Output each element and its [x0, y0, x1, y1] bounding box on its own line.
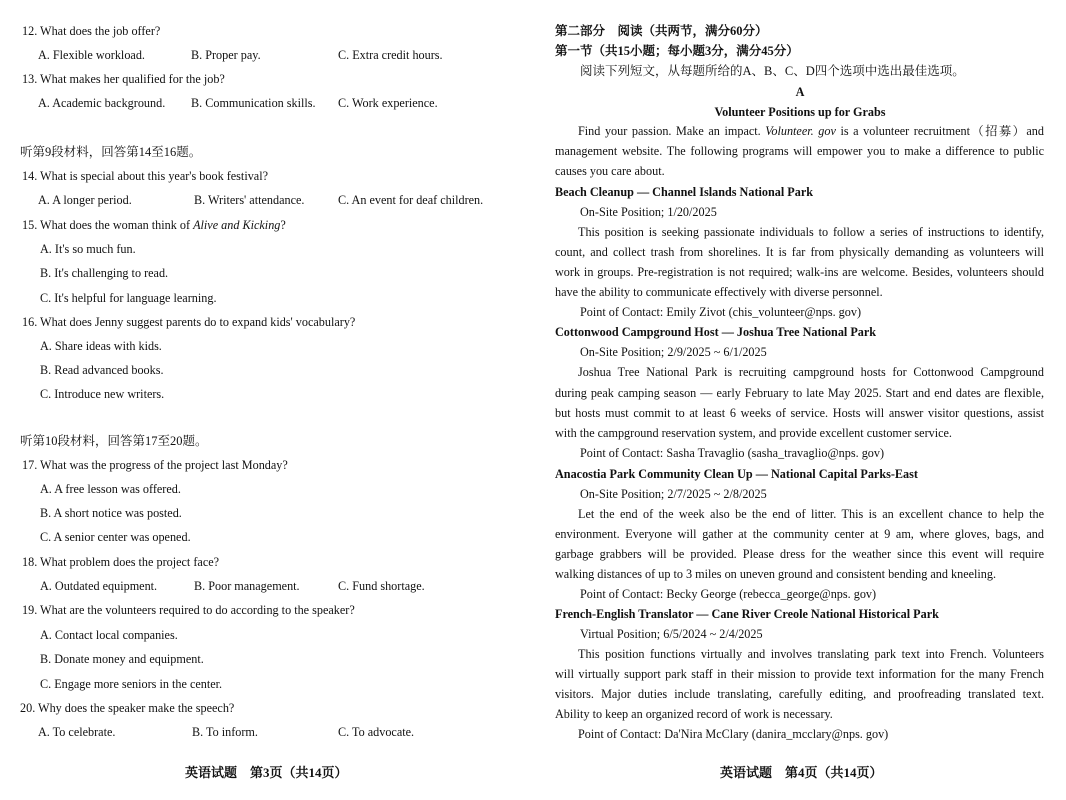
program-2-body-line: during peak camping season — early February to late May 2025. Start and end dates are flexible, — [555, 386, 1044, 400]
left-page — [0, 0, 530, 800]
program-3-contact: Point of Contact: Becky George (rebecca_george@nps. gov) — [580, 587, 877, 601]
question-13-option-a: A. Academic background. — [38, 96, 166, 110]
question-15-stem-text: 15. What does the woman think of — [22, 218, 194, 232]
page-footer-right: 英语试题 第4页（共14页） — [720, 765, 883, 780]
program-4-body-line: will virtually support park staff in their mission to provide text information for the many French — [555, 667, 1044, 681]
program-3-body-line: environment. Everyone will gather at the community center at 9 am, where gloves, bags, and — [555, 527, 1044, 541]
question-12-option-a: A. Flexible workload. — [38, 48, 145, 62]
program-3-body-line: walking distances of up to 3 miles on uneven ground and consistent bending and kneeling. — [555, 567, 997, 581]
program-2-body-line: Joshua Tree National Park is recruiting campground hosts for Cottonwood Campground — [578, 365, 1044, 379]
question-18-option-c: C. Fund shortage. — [338, 579, 425, 593]
section-1-heading: 第一节（共15小题；每小题3分，满分45分） — [555, 44, 799, 58]
question-15-stem — [22, 217, 286, 233]
program-3-body-line: garbage grabbers will be provided. Please dress for the weather since this event will require — [555, 547, 1044, 561]
intro-line-3: causes you care about. — [555, 164, 665, 178]
program-3-title: Anacostia Park Community Clean Up — National Capital Parks-East — [555, 467, 918, 481]
intro-line-1 — [578, 123, 1044, 139]
program-1-title: Beach Cleanup — Channel Islands National Park — [555, 185, 814, 199]
right-page — [530, 0, 1066, 800]
website-name: Volunteer. gov — [765, 124, 836, 138]
section-10-heading: 听第10段材料，回答第17至20题。 — [20, 434, 208, 448]
page-footer-left: 英语试题 第3页（共14页） — [185, 765, 348, 780]
program-1-body-line: work in groups. Pre-registration is not required; walk-ins are welcome. Besides, volunteers should — [555, 265, 1044, 279]
program-2-body-line: with the campground reservation system, and provide excellent customer service. — [555, 426, 952, 440]
question-20-option-a: A. To celebrate. — [38, 725, 116, 739]
program-1-contact: Point of Contact: Emily Zivot (chis_volunteer@nps. gov) — [580, 305, 862, 319]
question-17-stem: 17. What was the progress of the project last Monday? — [22, 458, 288, 472]
program-1-body-line: This position is seeking passionate individuals to follow a series of instructions to identify, — [578, 225, 1044, 239]
book-title: Alive and Kicking — [193, 218, 281, 232]
program-2-title: Cottonwood Campground Host — Joshua Tree National Park — [555, 325, 877, 339]
question-13-option-b: B. Communication skills. — [191, 96, 316, 110]
program-2-contact: Point of Contact: Sasha Travaglio (sasha_travaglio@nps. gov) — [580, 446, 885, 460]
question-20-option-c: C. To advocate. — [338, 725, 415, 739]
intro-line-2: management website. The following programs will empower you to make a difference to public — [555, 144, 1044, 158]
program-2-body-line: but hosts must commit to at least 6 weeks of service. Hosts will answer visitor questions, assist — [555, 406, 1044, 420]
question-13-stem: 13. What makes her qualified for the job? — [22, 72, 225, 86]
part-2-heading: 第二部分 阅读（共两节，满分60分） — [555, 24, 768, 38]
question-12-option-b: B. Proper pay. — [191, 48, 261, 62]
question-17-option-c: C. A senior center was opened. — [40, 530, 191, 544]
question-19-option-b: B. Donate money and equipment. — [40, 652, 204, 666]
question-19-option-c: C. Engage more seniors in the center. — [40, 677, 223, 691]
question-14-option-c: C. An event for deaf children. — [338, 193, 484, 207]
passage-title: Volunteer Positions up for Grabs — [714, 105, 886, 119]
program-3-position: On-Site Position; 2/7/2025 ~ 2/8/2025 — [580, 487, 767, 501]
program-2-position: On-Site Position; 2/9/2025 ~ 6/1/2025 — [580, 345, 767, 359]
question-16-stem: 16. What does Jenny suggest parents do to expand kids' vocabulary? — [22, 315, 356, 329]
question-14-option-a: A. A longer period. — [38, 193, 132, 207]
question-20-option-b: B. To inform. — [192, 725, 258, 739]
question-12-option-c: C. Extra credit hours. — [338, 48, 443, 62]
question-14-option-b: B. Writers' attendance. — [194, 193, 305, 207]
reading-instruction: 阅读下列短文，从每题所给的A、B、C、D四个选项中选出最佳选项。 — [580, 64, 965, 78]
program-4-contact: Point of Contact: Da'Nira McClary (danira_mcclary@nps. gov) — [578, 727, 889, 741]
program-1-body-line: count, and collect trash from shorelines. It is far from physically demanding as volunteers will — [555, 245, 1044, 259]
question-20-stem: 20. Why does the speaker make the speech? — [20, 701, 235, 715]
program-1-body-line: have the ability to communicate effectively with diverse personnel. — [555, 285, 883, 299]
question-18-option-b: B. Poor management. — [194, 579, 300, 593]
question-19-option-a: A. Contact local companies. — [40, 628, 178, 642]
question-15-stem-mark: ? — [280, 218, 286, 232]
question-12-stem: 12. What does the job offer? — [22, 24, 161, 38]
question-18-stem: 18. What problem does the project face? — [22, 555, 220, 569]
question-16-option-a: A. Share ideas with kids. — [40, 339, 162, 353]
question-15-option-c: C. It's helpful for language learning. — [40, 291, 217, 305]
program-1-position: On-Site Position; 1/20/2025 — [580, 205, 717, 219]
program-4-title: French-English Translator — Cane River Creole National Historical Park — [555, 607, 939, 621]
intro-line-1-text: Find your passion. Make an impact. — [578, 124, 766, 138]
passage-letter: A — [795, 85, 805, 99]
question-13-option-c: C. Work experience. — [338, 96, 438, 110]
question-14-stem: 14. What is special about this year's book festival? — [22, 169, 268, 183]
question-16-option-c: C. Introduce new writers. — [40, 387, 165, 401]
program-3-body-line: Let the end of the week also be the end of litter. This is an excellent chance to help the — [578, 507, 1044, 521]
intro-line-1-rest: is a volunteer recruitment（招募）and — [835, 124, 1044, 138]
program-4-position: Virtual Position; 6/5/2024 ~ 2/4/2025 — [580, 627, 763, 641]
question-17-option-a: A. A free lesson was offered. — [40, 482, 181, 496]
question-15-option-a: A. It's so much fun. — [40, 242, 136, 256]
program-4-body-line: visitors. Major duties include translating, carefully editing, and proofreading translated text. — [555, 687, 1044, 701]
question-19-stem: 19. What are the volunteers required to do according to the speaker? — [22, 603, 355, 617]
program-4-body-line: Ability to keep an organized record of work is necessary. — [555, 707, 833, 721]
question-17-option-b: B. A short notice was posted. — [40, 506, 182, 520]
question-15-option-b: B. It's challenging to read. — [40, 266, 169, 280]
question-16-option-b: B. Read advanced books. — [40, 363, 164, 377]
program-4-body-line: This position functions virtually and involves translating park text into French. Volunteers — [578, 647, 1044, 661]
question-18-option-a: A. Outdated equipment. — [40, 579, 158, 593]
section-9-heading: 听第9段材料，回答第14至16题。 — [20, 145, 202, 159]
